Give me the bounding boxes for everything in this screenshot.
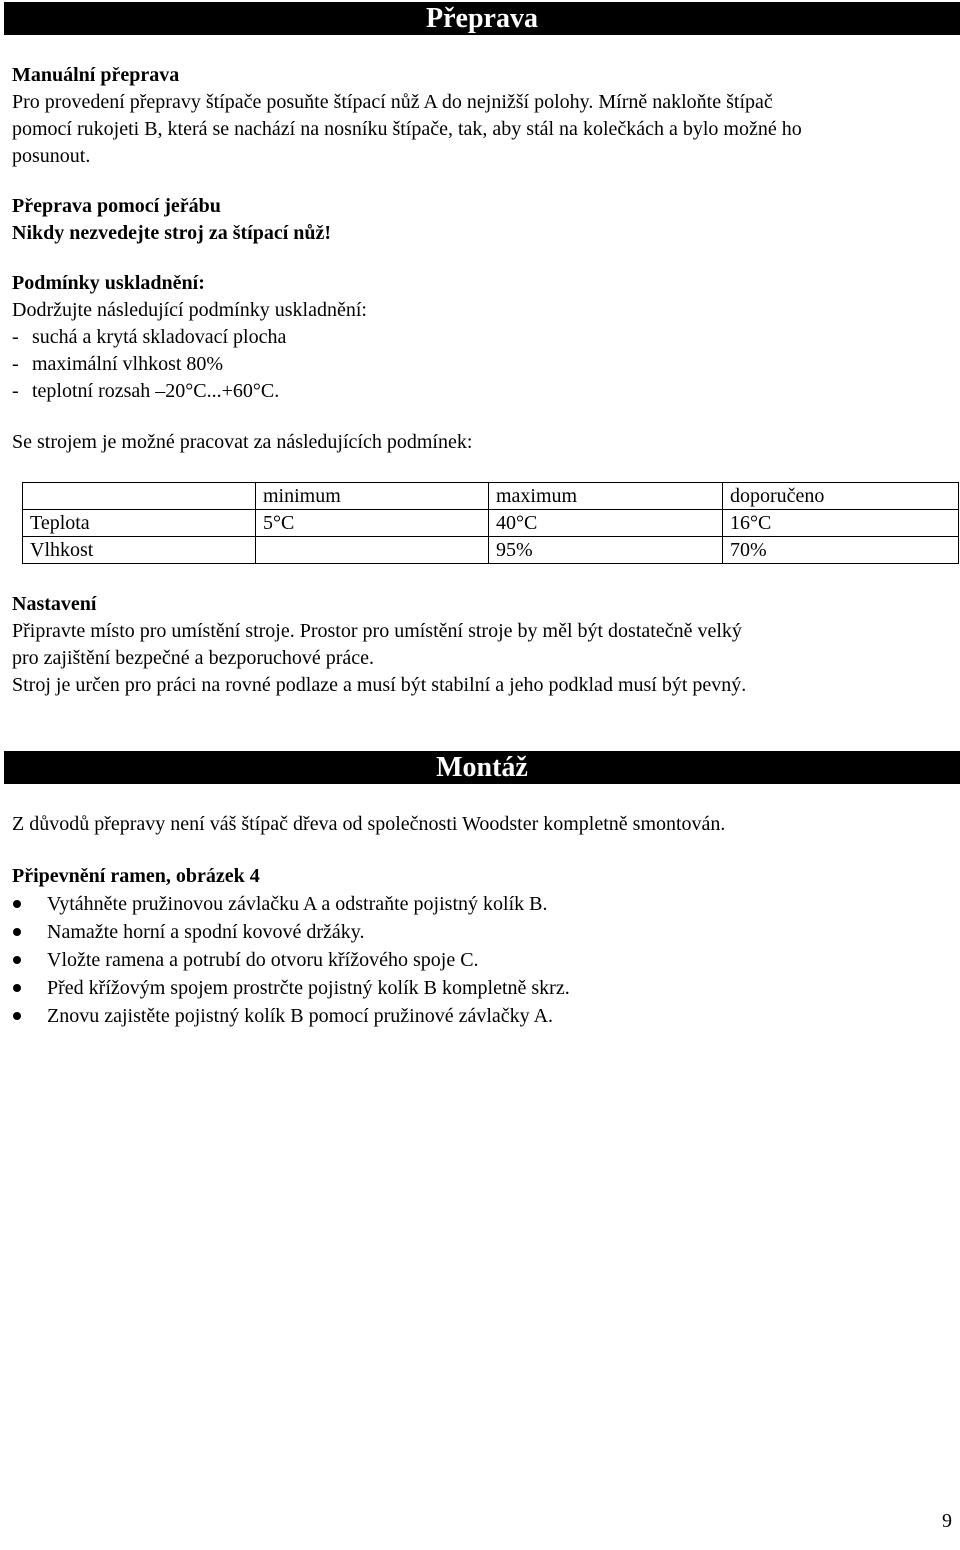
section-title-montaz xyxy=(4,751,960,784)
operating-conditions-intro: Se strojem je možné pracovat za následujících podmínek: xyxy=(12,431,473,453)
table-cell: 95% xyxy=(489,537,723,564)
assembly-intro-block xyxy=(12,811,952,838)
crane-transport-heading: Přeprava pomocí jeřábu xyxy=(12,195,221,217)
table-cell: 40°C xyxy=(489,510,723,537)
list-item-text: Namažte horní a spodní kovové držáky. xyxy=(47,921,365,943)
arms-attachment-heading: Připevnění ramen, obrázek 4 xyxy=(12,865,260,887)
storage-heading: Podmínky uskladnění: xyxy=(12,272,205,294)
setup-line-1: Připravte místo pro umístění stroje. Prostor pro umístění stroje by měl být dostatečně velký xyxy=(12,620,742,642)
table-cell: Vlhkost xyxy=(23,537,256,564)
manual-transport-section xyxy=(12,62,952,170)
setup-section xyxy=(12,591,952,699)
manual-transport-heading: Manuální přeprava xyxy=(12,64,180,86)
table-header-cell xyxy=(23,483,256,510)
storage-item xyxy=(12,351,952,378)
table-cell: 5°C xyxy=(256,510,489,537)
list-item xyxy=(12,974,952,1002)
list-item-text: Vložte ramena a potrubí do otvoru křížového spoje C. xyxy=(47,949,479,971)
assembly-intro: Z důvodů přepravy není váš štípač dřeva od společnosti Woodster kompletně smontován. xyxy=(12,813,726,835)
manual-transport-line-3: posunout. xyxy=(12,145,91,167)
arms-attachment-section xyxy=(12,863,952,1030)
list-item-text: Znovu zajistěte pojistný kolík B pomocí pružinové závlačky A. xyxy=(47,1005,554,1027)
dash-marker: - xyxy=(12,380,19,402)
setup-line-2: pro zajištění bezpečné a bezporuchové práce. xyxy=(12,647,375,669)
setup-line-3: Stroj je určen pro práci na rovné podlaze a musí být stabilní a jeho podklad musí být pevný. xyxy=(12,674,747,696)
page-number: 9 xyxy=(942,1510,952,1532)
dash-marker: - xyxy=(12,353,19,375)
table-cell: Teplota xyxy=(23,510,256,537)
table-row xyxy=(23,537,959,564)
table-cell: 16°C xyxy=(723,510,959,537)
storage-item-text: teplotní rozsah –20°C...+60°C. xyxy=(32,380,280,402)
list-item xyxy=(12,1002,952,1030)
manual-transport-line-2: pomocí rukojeti B, která se nachází na nosníku štípače, tak, aby stál na kolečkách a bylo možné ho xyxy=(12,118,802,140)
table-header-row xyxy=(23,483,959,510)
section-title-preprava xyxy=(4,2,960,35)
manual-transport-line-1: Pro provedení přepravy štípače posuňte štípací nůž A do nejnižší polohy. Mírně nakloňte štípač xyxy=(12,91,773,113)
bullet-icon xyxy=(13,956,21,964)
section-title-text: Přeprava xyxy=(426,3,538,34)
storage-item-text: suchá a krytá skladovací plocha xyxy=(32,326,287,348)
bullet-icon xyxy=(13,1012,21,1020)
crane-transport-section xyxy=(12,193,952,247)
operating-conditions-table xyxy=(22,482,959,564)
crane-transport-warning: Nikdy nezvedejte stroj za štípací nůž! xyxy=(12,222,332,244)
table-header-cell: doporučeno xyxy=(723,483,959,510)
bullet-icon xyxy=(13,984,21,992)
table-row xyxy=(23,510,959,537)
list-item xyxy=(12,946,952,974)
list-item-text: Vytáhněte pružinovou závlačku A a odstraňte pojistný kolík B. xyxy=(47,893,548,915)
table-header-cell: minimum xyxy=(256,483,489,510)
operating-conditions-intro-block xyxy=(12,429,952,456)
table-cell: 70% xyxy=(723,537,959,564)
storage-item xyxy=(12,378,952,405)
bullet-icon xyxy=(13,900,21,908)
storage-section xyxy=(12,270,952,405)
setup-heading: Nastavení xyxy=(12,593,97,615)
arms-attachment-steps xyxy=(12,890,952,1030)
table-cell xyxy=(256,537,489,564)
section-title-text: Montáž xyxy=(436,752,528,783)
list-item-text: Před křížovým spojem prostrčte pojistný kolík B kompletně skrz. xyxy=(47,977,570,999)
bullet-icon xyxy=(13,928,21,936)
list-item xyxy=(12,918,952,946)
dash-marker: - xyxy=(12,326,19,348)
list-item xyxy=(12,890,952,918)
storage-item xyxy=(12,324,952,351)
table-header-cell: maximum xyxy=(489,483,723,510)
storage-intro: Dodržujte následující podmínky uskladnění: xyxy=(12,299,367,321)
storage-item-text: maximální vlhkost 80% xyxy=(32,353,224,375)
